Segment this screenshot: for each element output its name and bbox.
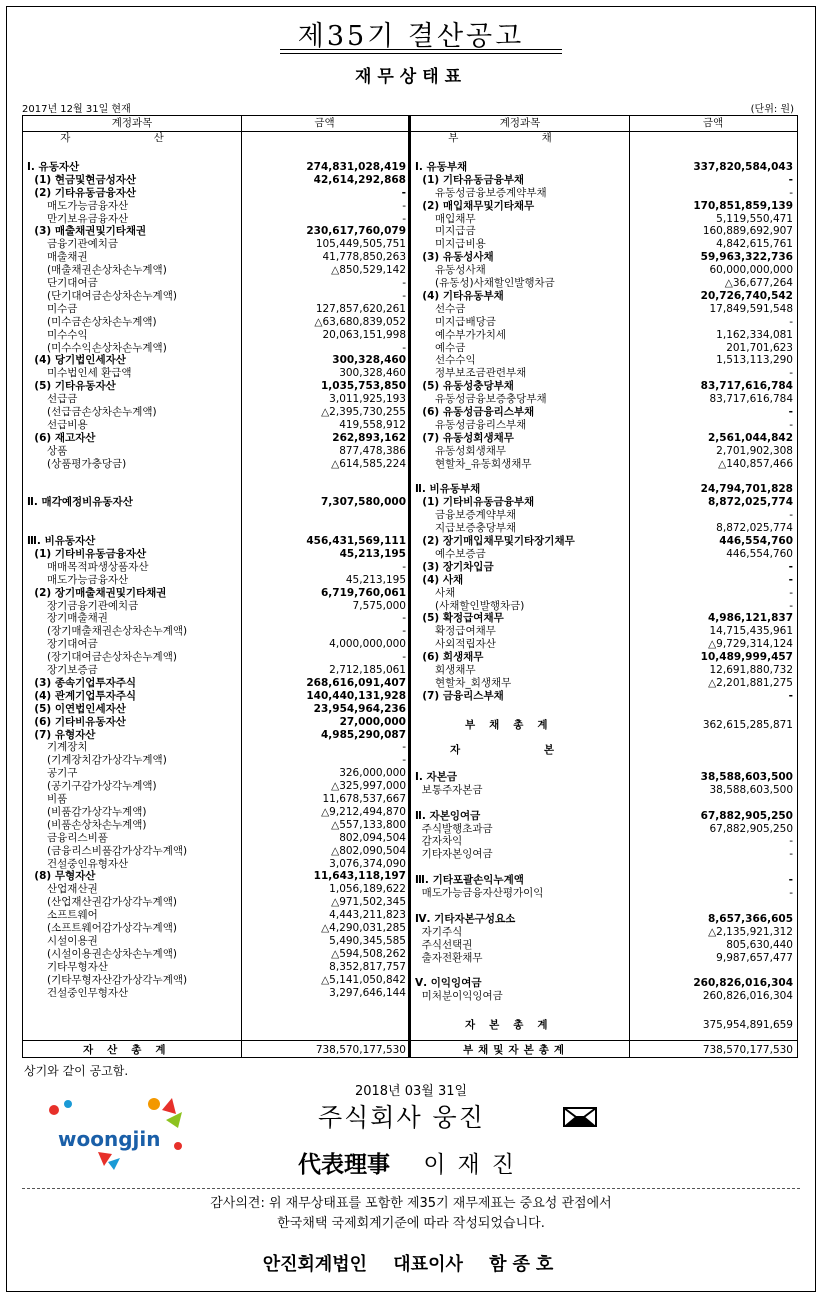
account-label: 출자전환채무 <box>415 951 483 964</box>
account-label: (비품손상차손누계액) <box>27 818 147 831</box>
account-amount: - <box>789 186 793 199</box>
account-label: 장기금융기관예치금 <box>27 599 139 612</box>
account-amount: 105,449,505,751 <box>315 238 406 251</box>
account-amount: 230,617,760,079 <box>306 225 406 238</box>
account-amount: 45,213,195 <box>345 573 406 586</box>
account-amount: △2,201,881,275 <box>708 676 793 689</box>
footer-divider <box>22 1188 800 1189</box>
account-label: 금융기관예치금 <box>27 238 119 251</box>
account-amount: △63,680,839,052 <box>314 315 406 328</box>
account-amount: 8,872,025,774 <box>707 496 793 509</box>
account-label: (시설이용권손상차손누계액) <box>27 947 177 960</box>
account-amount: - <box>789 887 793 899</box>
account-label: (금융리스비품감가상각누계액) <box>27 844 188 857</box>
account-amount: △36,677,264 <box>724 277 793 289</box>
account-amount: - <box>788 689 793 702</box>
account-label: 현할차_회생채무 <box>415 676 512 689</box>
account-label: 유동성금융보증충당부채 <box>415 393 547 406</box>
account-amount: 4,985,290,087 <box>320 728 406 741</box>
account-amount: - <box>401 186 406 199</box>
account-amount: 802,094,504 <box>339 831 406 844</box>
title-underline-2 <box>280 53 562 54</box>
account-amount: 7,575,000 <box>352 599 406 612</box>
account-amount: 11,678,537,667 <box>322 793 406 805</box>
account-amount: - <box>402 741 406 754</box>
account-amount: △4,290,031,285 <box>321 922 406 934</box>
account-amount: 2,561,044,842 <box>707 431 793 444</box>
account-amount: △9,212,494,870 <box>321 805 406 818</box>
account-amount: 1,056,189,622 <box>329 883 406 896</box>
account-label: 기타무형자산 <box>27 960 108 973</box>
account-label: 지급보증충당부채 <box>415 522 517 535</box>
account-label: (6) 재고자산 <box>27 431 96 444</box>
account-label: 정부보조금관련부채 <box>415 367 527 380</box>
account-amount: - <box>402 612 406 625</box>
account-label: 선급금 <box>27 393 78 406</box>
account-label: 소프트웨어 <box>27 909 98 922</box>
account-amount: △140,857,466 <box>718 457 793 470</box>
account-label: 매도가능금융자산 <box>27 573 129 586</box>
account-label: 회생채무 <box>415 664 476 676</box>
account-amount: - <box>789 418 793 431</box>
account-label: 건설중인유형자산 <box>27 857 129 870</box>
auditor-name: 함종호 <box>489 1254 560 1275</box>
ceo-name: 이재진 <box>423 1152 526 1178</box>
ceo-signature-line <box>298 1146 526 1179</box>
account-label: Ⅱ. 비유동부채 <box>415 483 481 496</box>
account-label: (7) 유형자산 <box>27 728 96 741</box>
account-label: (5) 유동성충당부채 <box>415 380 514 393</box>
account-label: 산업재산권 <box>27 883 98 896</box>
account-label: (4) 기타유동부채 <box>415 289 504 302</box>
account-label: (6) 기타비유동자산 <box>27 715 126 728</box>
account-amount: 42,614,292,868 <box>313 173 406 186</box>
account-amount: - <box>789 315 793 328</box>
account-amount: 14,715,435,961 <box>709 625 793 638</box>
assets-total-label: 자산총계 <box>83 1044 180 1056</box>
statement-title: 재무상태표 <box>354 67 468 87</box>
account-amount: - <box>789 599 793 612</box>
account-label: 주식선택권 <box>415 938 473 951</box>
account-label: (7) 유동성회생채무 <box>415 431 514 444</box>
account-label: Ⅴ. 이익잉여금 <box>415 977 482 990</box>
account-label: (5) 이연법인세자산 <box>27 702 126 715</box>
account-label: (5) 확정급여채무 <box>415 612 504 625</box>
account-label: 미지급금 <box>415 225 476 238</box>
account-label: 기타자본잉여금 <box>415 848 493 861</box>
account-label: (1) 기타유동금융부채 <box>415 173 525 186</box>
account-amount: - <box>402 289 406 302</box>
account-amount: 2,701,902,308 <box>716 444 793 457</box>
unit-label: (단위: 원) <box>750 104 794 115</box>
account-amount: 300,328,460 <box>332 354 406 367</box>
account-amount: 7,307,580,000 <box>320 496 406 509</box>
company-name: 주식회사 웅진 <box>318 1103 485 1132</box>
account-amount: 456,431,569,111 <box>306 535 406 547</box>
account-amount: 2,712,185,061 <box>329 664 406 676</box>
account-label: 확정급여채무 <box>415 625 496 638</box>
account-amount: - <box>789 835 793 848</box>
account-amount: 170,851,859,139 <box>693 199 793 212</box>
account-amount: △5,141,050,842 <box>321 973 406 986</box>
account-amount: △802,090,504 <box>331 844 406 857</box>
account-label: (3) 매출채권및기타채권 <box>27 225 147 238</box>
account-amount: 10,489,999,457 <box>700 651 793 664</box>
account-amount: 4,986,121,837 <box>707 612 793 625</box>
account-amount: 4,842,615,761 <box>716 238 793 251</box>
account-label: 선수수익 <box>415 354 476 367</box>
balance-sheet-table <box>22 115 798 1058</box>
account-amount: - <box>789 848 793 861</box>
account-amount: 300,328,460 <box>339 367 406 380</box>
account-label: (비품감가상각누계액) <box>27 805 147 818</box>
account-amount: 1,035,753,850 <box>320 380 406 393</box>
account-label: (1) 기타비유동금융부채 <box>415 496 535 509</box>
woongjin-logo <box>42 1092 192 1172</box>
account-amount: - <box>788 874 793 887</box>
assets-total-amount: 738,570,177,530 <box>315 1044 406 1056</box>
account-amount: △614,585,224 <box>331 457 406 470</box>
account-amount: - <box>402 754 406 767</box>
account-amount: 3,011,925,193 <box>329 393 406 406</box>
account-label: 미처분이익잉여금 <box>415 990 503 1003</box>
account-amount: 260,826,016,304 <box>693 977 793 990</box>
account-amount: 262,893,162 <box>332 431 406 444</box>
company-seal-icon <box>562 1102 598 1132</box>
account-label: 현할차_유동회생채무 <box>415 457 532 470</box>
account-label: 비품 <box>27 793 68 805</box>
account-amount: - <box>402 199 406 212</box>
account-amount: △850,529,142 <box>331 264 406 277</box>
account-label: (사채할인발행차금) <box>415 599 525 612</box>
page-title: 제35기 결산공고 <box>297 21 525 52</box>
liabilities-column <box>415 116 793 1057</box>
account-amount: 83,717,616,784 <box>700 380 793 393</box>
account-label: (장기매출채권손상차손누계액) <box>27 625 188 638</box>
grand-total-label: 부채및자본총계 <box>463 1044 570 1056</box>
account-label: 사채 <box>415 586 456 599</box>
liabilities-total-row-amount: 362,615,285,871 <box>702 719 793 731</box>
account-amount: 45,213,195 <box>339 547 406 560</box>
audit-opinion-line-1: 감사의견: 위 재무상태표를 포함한 제35기 재무제표는 중요성 관점에서 <box>210 1196 612 1211</box>
account-amount: 446,554,760 <box>719 535 793 547</box>
account-amount: 260,826,016,304 <box>702 990 793 1003</box>
account-label: 예수부가가치세 <box>415 328 507 341</box>
account-label: 금융리스비품 <box>27 831 108 844</box>
account-label: 미수법인세 환급액 <box>27 367 132 380</box>
account-label: (6) 유동성금융리스부채 <box>415 406 535 418</box>
auditor-line <box>0 1250 822 1276</box>
account-amount: - <box>788 406 793 418</box>
account-amount: - <box>789 509 793 522</box>
account-amount: 6,719,760,061 <box>320 586 406 599</box>
account-label: Ⅰ. 자본금 <box>415 770 457 783</box>
account-amount: 23,954,964,236 <box>313 702 406 715</box>
account-amount: 326,000,000 <box>339 767 406 780</box>
account-amount: 8,657,366,605 <box>707 912 793 925</box>
account-amount: 274,831,028,419 <box>306 160 406 173</box>
assets-amount-header: 금액 <box>314 117 335 129</box>
account-label: 건설중인무형자산 <box>27 986 129 999</box>
grand-total-amount: 738,570,177,530 <box>702 1044 793 1056</box>
account-label: (단기대여금손상차손누계액) <box>27 289 177 302</box>
account-amount: △557,133,800 <box>331 818 406 831</box>
account-label: (2) 장기매출채권및기타채권 <box>27 586 167 599</box>
account-label: (소프트웨어감가상각누계액) <box>27 922 177 934</box>
account-label: 예수보증금 <box>415 547 486 560</box>
announcement-date: 2018년 03월 31일 <box>354 1084 468 1099</box>
account-amount: △325,997,000 <box>331 780 406 793</box>
account-amount: 17,849,591,548 <box>709 302 793 315</box>
account-amount: - <box>788 560 793 573</box>
equity-total-row-label: 자본총계 <box>465 1019 562 1031</box>
liabilities-total-row-label: 부채총계 <box>465 719 562 731</box>
account-label: 예수금 <box>415 341 466 354</box>
account-label: 사외적립자산 <box>415 638 496 651</box>
account-amount: 877,478,386 <box>339 444 406 457</box>
account-label: 장기대여금 <box>27 638 98 651</box>
account-amount: 20,063,151,998 <box>322 328 406 341</box>
account-label: (기타무형자산감가상각누계액) <box>27 973 188 986</box>
account-amount: 3,076,374,090 <box>329 857 406 870</box>
title-underline <box>280 49 562 50</box>
account-label: (7) 금융리스부채 <box>415 689 504 702</box>
account-label: 매도가능금융자산평가이익 <box>415 887 544 899</box>
account-label: 매출채권 <box>27 251 88 264</box>
account-amount: 5,119,550,471 <box>716 212 793 225</box>
account-label: Ⅱ. 자본잉여금 <box>415 809 481 822</box>
account-amount: 27,000,000 <box>339 715 406 728</box>
account-label: 감자차익 <box>415 835 463 848</box>
account-amount: △971,502,345 <box>331 896 406 909</box>
account-label: 장기매출채권 <box>27 612 108 625</box>
ceo-title: 代表理事 <box>298 1151 390 1178</box>
account-label: (6) 회생채무 <box>415 651 484 664</box>
account-label: 단기대여금 <box>27 277 98 289</box>
audit-opinion-line-2: 한국채택 국제회계기준에 따라 작성되었습니다. <box>277 1216 545 1231</box>
account-amount: - <box>788 573 793 586</box>
account-amount: 8,352,817,757 <box>329 960 406 973</box>
account-amount: 1,162,334,081 <box>716 328 793 341</box>
account-amount: 67,882,905,250 <box>700 809 793 822</box>
account-label: 자기주식 <box>415 925 463 938</box>
account-amount: △594,508,262 <box>331 947 406 960</box>
account-amount: - <box>789 586 793 599</box>
account-label: (공기구감가상각누계액) <box>27 780 157 793</box>
account-label: 선수금 <box>415 302 466 315</box>
account-label: 금융보증계약부채 <box>415 509 517 522</box>
account-label: 상품 <box>27 444 68 457</box>
account-label: 보통주자본금 <box>415 783 483 796</box>
account-label: (장기대여금손상차손누계액) <box>27 651 177 664</box>
account-label: (8) 무형자산 <box>27 870 96 883</box>
account-amount: 4,443,211,823 <box>329 909 406 922</box>
account-amount: △2,395,730,255 <box>321 406 406 418</box>
center-divider <box>408 116 411 1057</box>
announcement-text: 상기와 같이 공고함. <box>24 1064 129 1078</box>
account-amount: 127,857,620,261 <box>315 302 406 315</box>
account-label: (3) 종속기업투자주식 <box>27 676 137 689</box>
equity-section-header: 자 본 <box>450 744 594 756</box>
account-amount: 160,889,692,907 <box>702 225 793 238</box>
account-label: 기계장치 <box>27 741 88 754</box>
account-amount: - <box>402 212 406 225</box>
assets-section-header: 자 산 <box>60 132 204 144</box>
auditor-title: 대표이사 <box>393 1254 463 1275</box>
account-label: (미수수익손상차손누계액) <box>27 341 167 354</box>
account-label: 미지급비용 <box>415 238 486 251</box>
account-amount: 268,616,091,407 <box>306 676 406 689</box>
account-label: (4) 관계기업투자주식 <box>27 689 137 702</box>
account-amount: 5,490,345,585 <box>329 934 406 947</box>
account-amount: - <box>402 625 406 638</box>
account-label: 장기보증금 <box>27 664 98 676</box>
account-label: Ⅲ. 비유동자산 <box>27 535 96 547</box>
account-label: 시설이용권 <box>27 934 98 947</box>
account-label: (1) 기타비유동금융자산 <box>27 547 147 560</box>
account-amount: 3,297,646,144 <box>329 986 406 999</box>
account-label: 매매목적파생상품자산 <box>27 560 149 573</box>
account-label: 유동성금융리스부채 <box>415 418 527 431</box>
account-amount: - <box>789 367 793 380</box>
account-label: (산업재산권감가상각누계액) <box>27 896 177 909</box>
account-label: (3) 유동성사채 <box>415 251 494 264</box>
account-amount: 8,872,025,774 <box>716 522 793 535</box>
account-label: 유동성회생채무 <box>415 444 507 457</box>
account-label: 매도가능금융자산 <box>27 199 129 212</box>
account-label: (1) 현금및현금성자산 <box>27 173 137 186</box>
account-label: (유동성)사채할인발행차금 <box>415 277 555 289</box>
liab-amount-header: 금액 <box>702 117 724 129</box>
account-amount: - <box>788 173 793 186</box>
account-label: (4) 사채 <box>415 573 464 586</box>
account-amount: △2,135,921,312 <box>708 925 793 938</box>
account-amount: 38,588,603,500 <box>700 770 793 783</box>
account-label: (2) 장기매입채무및기타장기채무 <box>415 535 575 547</box>
account-amount: 805,630,440 <box>726 938 793 951</box>
account-amount: 41,778,850,263 <box>322 251 406 264</box>
account-label: 유동성사채 <box>415 264 486 277</box>
account-label: (3) 장기차입금 <box>415 560 494 573</box>
account-amount: 60,000,000,000 <box>709 264 793 277</box>
liab-section-header: 부 채 <box>448 132 592 144</box>
account-label: Ⅱ. 매각예정비유동자산 <box>27 496 133 509</box>
svg-text:woongjin: woongjin <box>58 1127 161 1151</box>
account-amount: 201,701,623 <box>726 341 793 354</box>
account-label: (기계장치감가상각누계액) <box>27 754 167 767</box>
account-amount: - <box>402 560 406 573</box>
account-label: 유동성금융보증계약부채 <box>415 186 547 199</box>
account-amount: - <box>402 651 406 664</box>
account-amount: 24,794,701,828 <box>700 483 793 496</box>
account-amount: - <box>402 277 406 289</box>
account-label: Ⅰ. 유동자산 <box>27 160 80 173</box>
account-amount: 9,987,657,477 <box>716 951 793 964</box>
account-amount: 83,717,616,784 <box>709 393 793 406</box>
date-basis: 2017년 12월 31일 현재 <box>22 104 131 115</box>
account-amount: 4,000,000,000 <box>329 638 406 651</box>
auditor-firm: 안진회계법인 <box>262 1254 368 1275</box>
account-label: 매입채무 <box>415 212 476 225</box>
account-amount: 11,643,118,197 <box>313 870 406 883</box>
account-label: 주식발행초과금 <box>415 822 493 835</box>
account-amount: 12,691,880,732 <box>709 664 793 676</box>
assets-account-header: 계정과목 <box>111 117 153 129</box>
account-label: Ⅲ. 기타포괄손익누계액 <box>415 874 524 887</box>
account-amount: 337,820,584,043 <box>693 160 793 173</box>
account-label: (선급금손상차손누계액) <box>27 406 157 418</box>
account-amount: - <box>402 341 406 354</box>
account-amount: 140,440,131,928 <box>306 689 406 702</box>
account-label: (5) 기타유동자산 <box>27 380 116 393</box>
account-amount: 59,963,322,736 <box>700 251 793 264</box>
account-label: Ⅰ. 유동부채 <box>415 160 468 173</box>
assets-column <box>27 116 406 1057</box>
account-amount: △9,729,314,124 <box>708 638 793 651</box>
account-amount: 419,558,912 <box>339 418 406 431</box>
account-label: (2) 매입채무및기타채무 <box>415 199 535 212</box>
account-amount: 67,882,905,250 <box>709 822 793 835</box>
account-label: (매출채권손상차손누계액) <box>27 264 167 277</box>
account-label: (2) 기타유동금융자산 <box>27 186 137 199</box>
account-amount: 1,513,113,290 <box>716 354 793 367</box>
account-label: 만기보유금융자산 <box>27 212 129 225</box>
account-label: 공기구 <box>27 767 78 780</box>
equity-total-row-amount: 375,954,891,659 <box>702 1019 793 1031</box>
account-label: 선급비용 <box>27 418 88 431</box>
account-amount: 20,726,740,542 <box>700 289 793 302</box>
account-amount: 38,588,603,500 <box>709 783 793 796</box>
account-label: 미수금 <box>27 302 78 315</box>
liab-account-header: 계정과목 <box>499 117 541 129</box>
account-label: 미지급배당금 <box>415 315 496 328</box>
account-amount: 446,554,760 <box>726 547 793 560</box>
account-label: (4) 당기법인세자산 <box>27 354 126 367</box>
account-label: 미수수익 <box>27 328 88 341</box>
account-label: (미수금손상차손누계액) <box>27 315 157 328</box>
account-label: Ⅳ. 기타자본구성요소 <box>415 912 516 925</box>
account-label: (상품평가충당금) <box>27 457 127 470</box>
